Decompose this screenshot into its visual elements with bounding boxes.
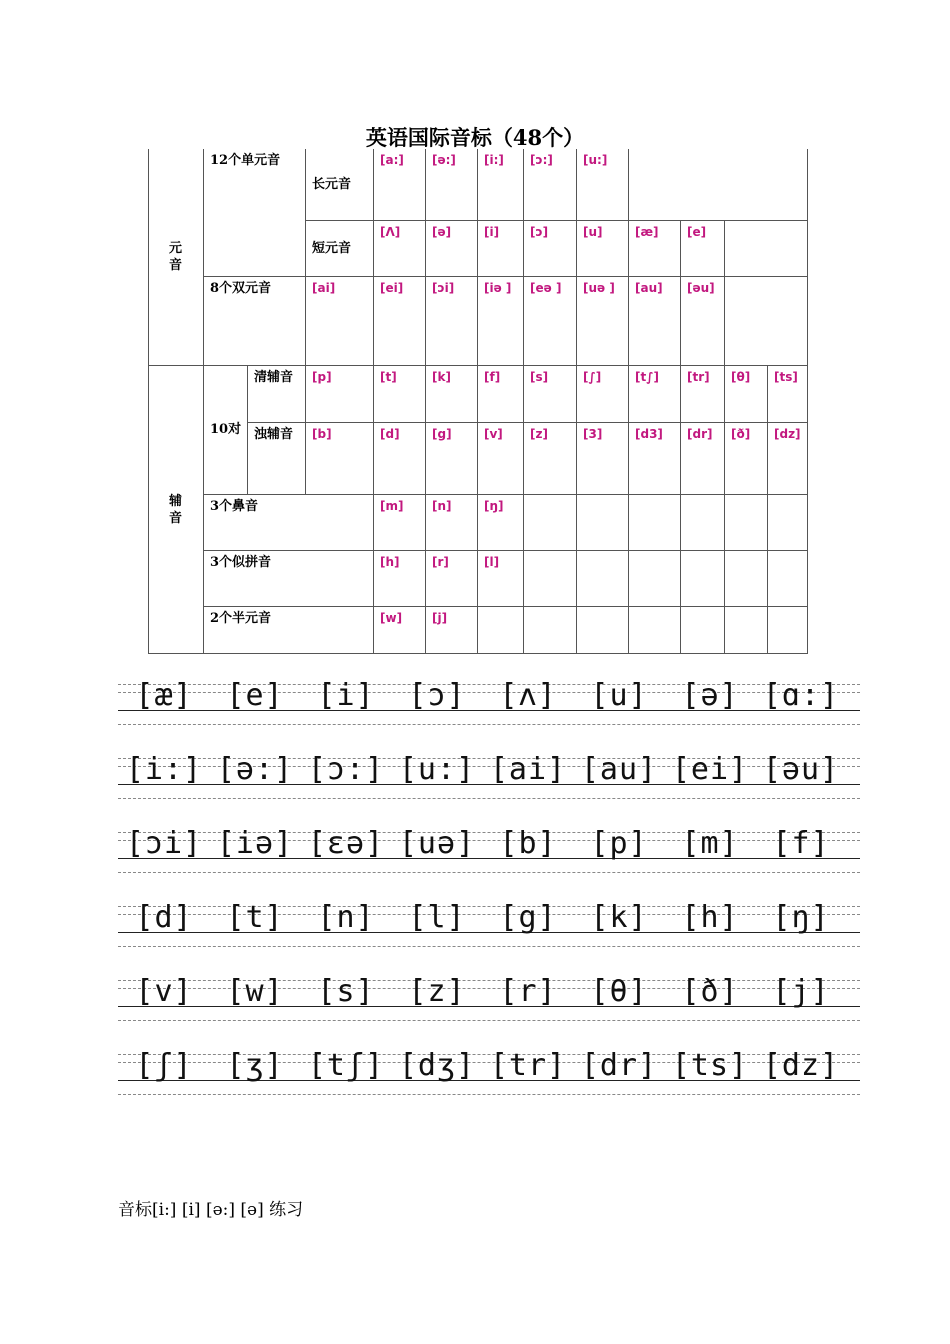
handwritten-phoneme: [ai]: [489, 752, 567, 787]
phoneme-cell: [u]: [577, 221, 629, 277]
empty-cell: [577, 551, 629, 607]
phonetic-table: [148, 149, 808, 654]
empty-cell: [524, 495, 577, 551]
handwritten-phoneme: [ə:]: [216, 752, 294, 787]
pairs-label: 10对: [204, 366, 248, 495]
phoneme-cell: [ɔ]: [524, 221, 577, 277]
diphthong-label: 8个双元音: [204, 277, 306, 366]
empty-cell: [524, 607, 577, 654]
handwritten-phoneme: [ɔ:]: [307, 752, 385, 787]
empty-cell: [629, 495, 681, 551]
handwritten-phoneme: [ɔi]: [125, 826, 203, 861]
monophthong-label: 12个单元音: [204, 149, 306, 277]
phoneme-cell: [dr]: [681, 423, 725, 495]
phoneme-cell: [ə:]: [426, 149, 478, 221]
short-vowel-label: 短元音: [306, 221, 374, 277]
handwriting-row: [118, 746, 860, 820]
phoneme-cell: [a:]: [374, 149, 426, 221]
handwritten-phoneme: [dz]: [762, 1048, 840, 1083]
phoneme-cell: [æ]: [629, 221, 681, 277]
guide-line-dotted: [118, 946, 860, 947]
handwritten-phoneme: [dr]: [580, 1048, 658, 1083]
phoneme-cell: [n]: [426, 495, 478, 551]
handwritten-phoneme: [iə]: [216, 826, 294, 861]
consonant-section-label-char: 辅: [168, 493, 182, 509]
semivowel-label: 2个半元音: [204, 607, 374, 654]
phoneme-cell: [k]: [426, 366, 478, 423]
phoneme-cell: [l]: [478, 551, 524, 607]
phoneme-cell: [g]: [426, 423, 478, 495]
handwritten-phoneme: [ɛə]: [307, 826, 385, 861]
handwritten-phoneme: [u]: [590, 678, 648, 713]
empty-cell: [681, 551, 725, 607]
phoneme-cell: [eə ]: [524, 277, 577, 366]
handwriting-row: [118, 672, 860, 746]
handwritten-phoneme: [au]: [580, 752, 658, 787]
phoneme-cell: [r]: [426, 551, 478, 607]
phoneme-cell: [θ]: [725, 366, 768, 423]
handwritten-phoneme: [l]: [408, 900, 466, 935]
guide-line-dotted: [118, 1020, 860, 1021]
handwritten-phoneme: [ei]: [671, 752, 749, 787]
handwritten-phoneme: [æ]: [135, 678, 193, 713]
phoneme-cell: [t]: [374, 366, 426, 423]
page-title: 英语国际音标（48个）: [365, 125, 585, 150]
handwritten-phoneme: [r]: [499, 974, 557, 1009]
phoneme-cell: [dz]: [768, 423, 808, 495]
handwritten-phoneme: [i]: [317, 678, 375, 713]
phoneme-cell: [∫]: [577, 366, 629, 423]
phoneme-cell: [f]: [478, 366, 524, 423]
lateral-label: 3个似拼音: [204, 551, 374, 607]
handwritten-phoneme: [ɑ:]: [762, 678, 840, 713]
guide-line-dotted: [118, 798, 860, 799]
handwritten-phoneme: [k]: [590, 900, 648, 935]
empty-cell: [629, 607, 681, 654]
handwritten-phoneme: [z]: [408, 974, 466, 1009]
handwritten-phoneme: [b]: [499, 826, 557, 861]
empty-cell: [725, 277, 808, 366]
handwritten-phoneme: [d]: [135, 900, 193, 935]
handwritten-phoneme: [g]: [499, 900, 557, 935]
handwritten-phoneme: [ð]: [681, 974, 739, 1009]
empty-cell: [725, 495, 768, 551]
phoneme-cell: [3]: [577, 423, 629, 495]
voiceless-label: 清辅音: [248, 366, 306, 423]
phoneme-cell: [d3]: [629, 423, 681, 495]
phoneme-cell: [uə ]: [577, 277, 629, 366]
empty-cell: [681, 607, 725, 654]
empty-cell: [524, 551, 577, 607]
phoneme-cell: [b]: [306, 423, 374, 495]
phoneme-cell: [s]: [524, 366, 577, 423]
handwritten-phoneme: [j]: [772, 974, 830, 1009]
empty-cell: [768, 607, 808, 654]
handwritten-phoneme: [h]: [681, 900, 739, 935]
phoneme-cell: [ŋ]: [478, 495, 524, 551]
handwritten-phoneme: [f]: [772, 826, 830, 861]
handwritten-phoneme: [w]: [226, 974, 284, 1009]
phoneme-cell: [ai]: [306, 277, 374, 366]
phoneme-cell: [iə ]: [478, 277, 524, 366]
phoneme-cell: [i:]: [478, 149, 524, 221]
handwritten-phoneme: [tʃ]: [307, 1048, 385, 1083]
empty-cell: [629, 551, 681, 607]
phoneme-cell: [d]: [374, 423, 426, 495]
empty-cell: [768, 551, 808, 607]
handwritten-phoneme: [ʌ]: [499, 678, 557, 713]
empty-cell: [725, 607, 768, 654]
empty-cell: [577, 607, 629, 654]
phoneme-cell: [m]: [374, 495, 426, 551]
handwritten-phoneme: [m]: [681, 826, 739, 861]
handwritten-phoneme: [ɔ]: [408, 678, 466, 713]
guide-line-dotted: [118, 872, 860, 873]
handwriting-row: [118, 894, 860, 968]
handwriting-row: [118, 1042, 860, 1116]
phoneme-cell: [əu]: [681, 277, 725, 366]
empty-cell: [681, 495, 725, 551]
phoneme-cell: [v]: [478, 423, 524, 495]
guide-line-dotted: [118, 724, 860, 725]
vowel-section-label-char: 元: [168, 241, 182, 256]
consonant-section-label-char: 音: [168, 510, 182, 526]
empty-cell: [577, 495, 629, 551]
phoneme-cell: [p]: [306, 366, 374, 423]
handwritten-phoneme: [t]: [226, 900, 284, 935]
consonant-section-label: [148, 366, 204, 654]
practice-caption: 音标[i:] [i] [ə:] [ə] 练习: [118, 1200, 304, 1220]
handwritten-phoneme: [p]: [590, 826, 648, 861]
empty-cell: [725, 221, 808, 277]
empty-cell: [725, 551, 768, 607]
handwritten-phoneme: [θ]: [590, 974, 648, 1009]
phoneme-cell: [z]: [524, 423, 577, 495]
vowel-section-label-char: 音: [168, 258, 182, 273]
phoneme-cell: [i]: [478, 221, 524, 277]
phoneme-cell: [tr]: [681, 366, 725, 423]
phoneme-cell: [ei]: [374, 277, 426, 366]
handwriting-row: [118, 820, 860, 894]
phoneme-cell: [e]: [681, 221, 725, 277]
phoneme-cell: [j]: [426, 607, 478, 654]
handwritten-phoneme: [ts]: [671, 1048, 749, 1083]
handwritten-phoneme: [ʒ]: [226, 1048, 284, 1083]
handwritten-phoneme: [s]: [317, 974, 375, 1009]
handwritten-phoneme: [e]: [226, 678, 284, 713]
phoneme-cell: [ð]: [725, 423, 768, 495]
handwritten-phoneme: [i:]: [125, 752, 203, 787]
handwritten-phoneme: [ŋ]: [772, 900, 830, 935]
long-vowel-label: 长元音: [306, 149, 374, 221]
guide-line-dotted: [118, 1094, 860, 1095]
nasal-label: 3个鼻音: [204, 495, 374, 551]
handwritten-phoneme: [u:]: [398, 752, 476, 787]
handwritten-phoneme: [v]: [135, 974, 193, 1009]
empty-cell: [629, 149, 808, 221]
empty-cell: [478, 607, 524, 654]
phoneme-cell: [w]: [374, 607, 426, 654]
handwritten-phoneme: [tr]: [489, 1048, 567, 1083]
phoneme-cell: [ə]: [426, 221, 478, 277]
phoneme-cell: [au]: [629, 277, 681, 366]
phoneme-cell: [t∫]: [629, 366, 681, 423]
handwriting-row: [118, 968, 860, 1042]
phoneme-cell: [u:]: [577, 149, 629, 221]
handwritten-phoneme: [ʃ]: [135, 1048, 193, 1083]
phoneme-cell: [Λ]: [374, 221, 426, 277]
handwritten-phoneme: [əu]: [762, 752, 840, 787]
handwritten-phoneme: [n]: [317, 900, 375, 935]
vowel-section-label: [148, 149, 204, 366]
empty-cell: [768, 495, 808, 551]
voiced-label: 浊辅音: [248, 423, 306, 495]
handwritten-phoneme: [ə]: [681, 678, 739, 713]
handwritten-phoneme: [dʒ]: [398, 1048, 476, 1083]
phoneme-cell: [h]: [374, 551, 426, 607]
phoneme-cell: [ts]: [768, 366, 808, 423]
phoneme-cell: [ɔ:]: [524, 149, 577, 221]
handwritten-phoneme: [uə]: [398, 826, 476, 861]
phoneme-cell: [ɔi]: [426, 277, 478, 366]
